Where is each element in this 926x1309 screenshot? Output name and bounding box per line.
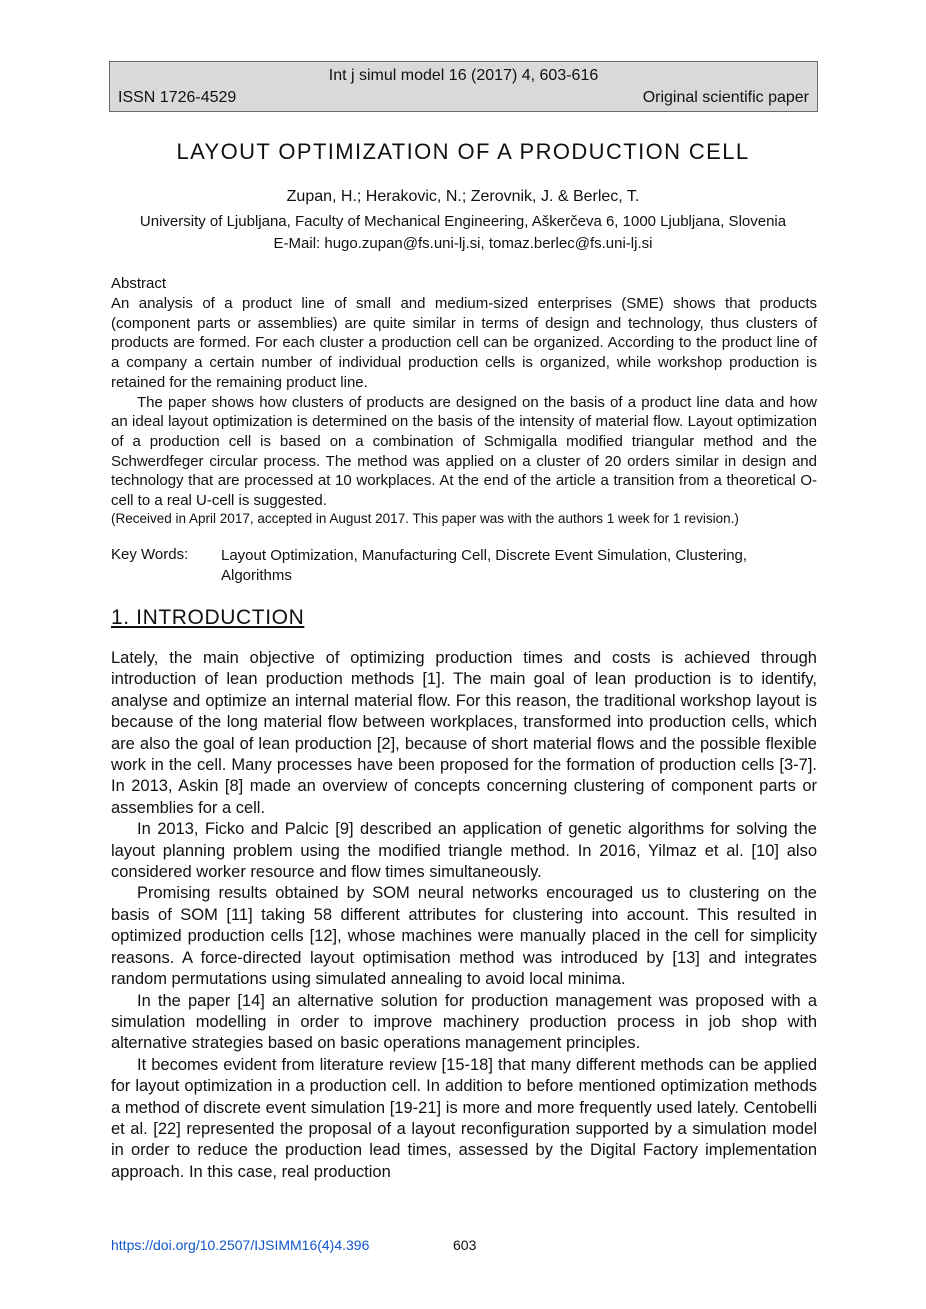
- affiliation: University of Ljubljana, Faculty of Mechanical Engineering, Aškerčeva 6, 1000 Ljubljana, Slovenia: [139, 213, 787, 230]
- author-email: E-Mail: hugo.zupan@fs.uni-lj.si, tomaz.berlec@fs.uni-lj.si: [273, 235, 653, 252]
- issn: ISSN 1726-4529: [118, 89, 237, 106]
- journal-header-box: [109, 61, 818, 112]
- intro-paragraph: It becomes evident from literature review [15-18] that many different methods can be applied for layout optimization in a production cell. In addition to before mentioned optimization methods a method of discrete event simulation [19-21] is more and more frequently used lately. Centobelli et al. [22] represented the proposal of a layout reconfiguration supported by a simulation model in order to reduce the production lead times, assessed by the Digital Factory implementation approach. In this case, real production: [111, 1055, 817, 1181]
- intro-paragraph: In 2013, Ficko and Palcic [9] described an application of genetic algorithms for solving the layout planning problem using the modified triangle method. In 2016, Yilmaz et al. [10] also considered worker resource and flow times simultaneously.: [111, 820, 817, 882]
- introduction-body: [111, 648, 817, 1183]
- paper-type: Original scientific paper: [642, 89, 809, 106]
- section-heading-introduction: 1. INTRODUCTION: [111, 606, 305, 629]
- abstract-heading: Abstract: [111, 275, 167, 292]
- received-note: (Received in April 2017, accepted in August 2017. This paper was with the authors 1 week for 1 revision.): [111, 511, 739, 526]
- paper-title: LAYOUT OPTIMIZATION OF A PRODUCTION CELL: [176, 139, 750, 164]
- intro-paragraph: In the paper [14] an alternative solution for production management was proposed with a simulation modelling in order to improve machinery production process in job shop with alternative strategies based on basic operations management principles.: [111, 991, 817, 1053]
- intro-paragraph: Lately, the main objective of optimizing production times and costs is achieved through introduction of lean production methods [1]. The main goal of lean production is to identify, analyse and optimize an internal material flow. For this reason, the traditional workshop layout is because of the long material flow between workplaces, transformed into production cells, which are also the goal of lean production [2], because of short material flows and the possible flexible work in the cell. Many processes have been proposed for the formation of production cells [3-7]. In 2013, Askin [8] made an overview of concepts concerning clustering of component parts or assemblies for a cell.: [111, 649, 817, 817]
- intro-paragraph: Promising results obtained by SOM neural networks encouraged us to clustering on the basis of SOM [11] taking 58 different attributes for clustering into account. This resulted in optimized production cells [12], whose machines were manually placed in the cell for simplicity reasons. A force-directed layout optimisation method was introduced by [13] and integrates random permutations using simulated annealing to avoid local minima.: [111, 884, 817, 989]
- page-number: 603: [453, 1237, 477, 1253]
- abstract-body: [111, 294, 817, 511]
- doi-link[interactable]: https://doi.org/10.2507/IJSIMM16(4)4.396: [111, 1237, 370, 1253]
- journal-citation: Int j simul model 16 (2017) 4, 603-616: [328, 67, 599, 84]
- keywords-text: Layout Optimization, Manufacturing Cell, Discrete Event Simulation, Clustering, Algorithms: [221, 547, 748, 584]
- authors: Zupan, H.; Herakovic, N.; Zerovnik, J. & Berlec, T.: [286, 188, 640, 205]
- abstract-paragraph: The paper shows how clusters of products are designed on the basis of a product line data and how an ideal layout optimization is determined on the basis of the intensity of material flow. Layout optimization of a production cell is based on a combination of Schmigalla modified triangular method and the Schwerdfeger circular process. The method was applied on a cluster of 20 orders similar in design and technology that are processed at 10 workplaces. At the end of the article a transition from a theoretical O-cell to a real U-cell is suggested.: [111, 393, 817, 510]
- abstract-paragraph: An analysis of a product line of small and medium-sized enterprises (SME) shows that products (component parts or assemblies) are quite similar in terms of design and technology, thus clusters of products are formed. For each cluster a production cell can be organized. According to the product line of a company a certain number of individual production cells is organized, while workshop production is retained for the remaining product line.: [111, 295, 817, 391]
- keywords-label: Key Words:: [111, 546, 189, 563]
